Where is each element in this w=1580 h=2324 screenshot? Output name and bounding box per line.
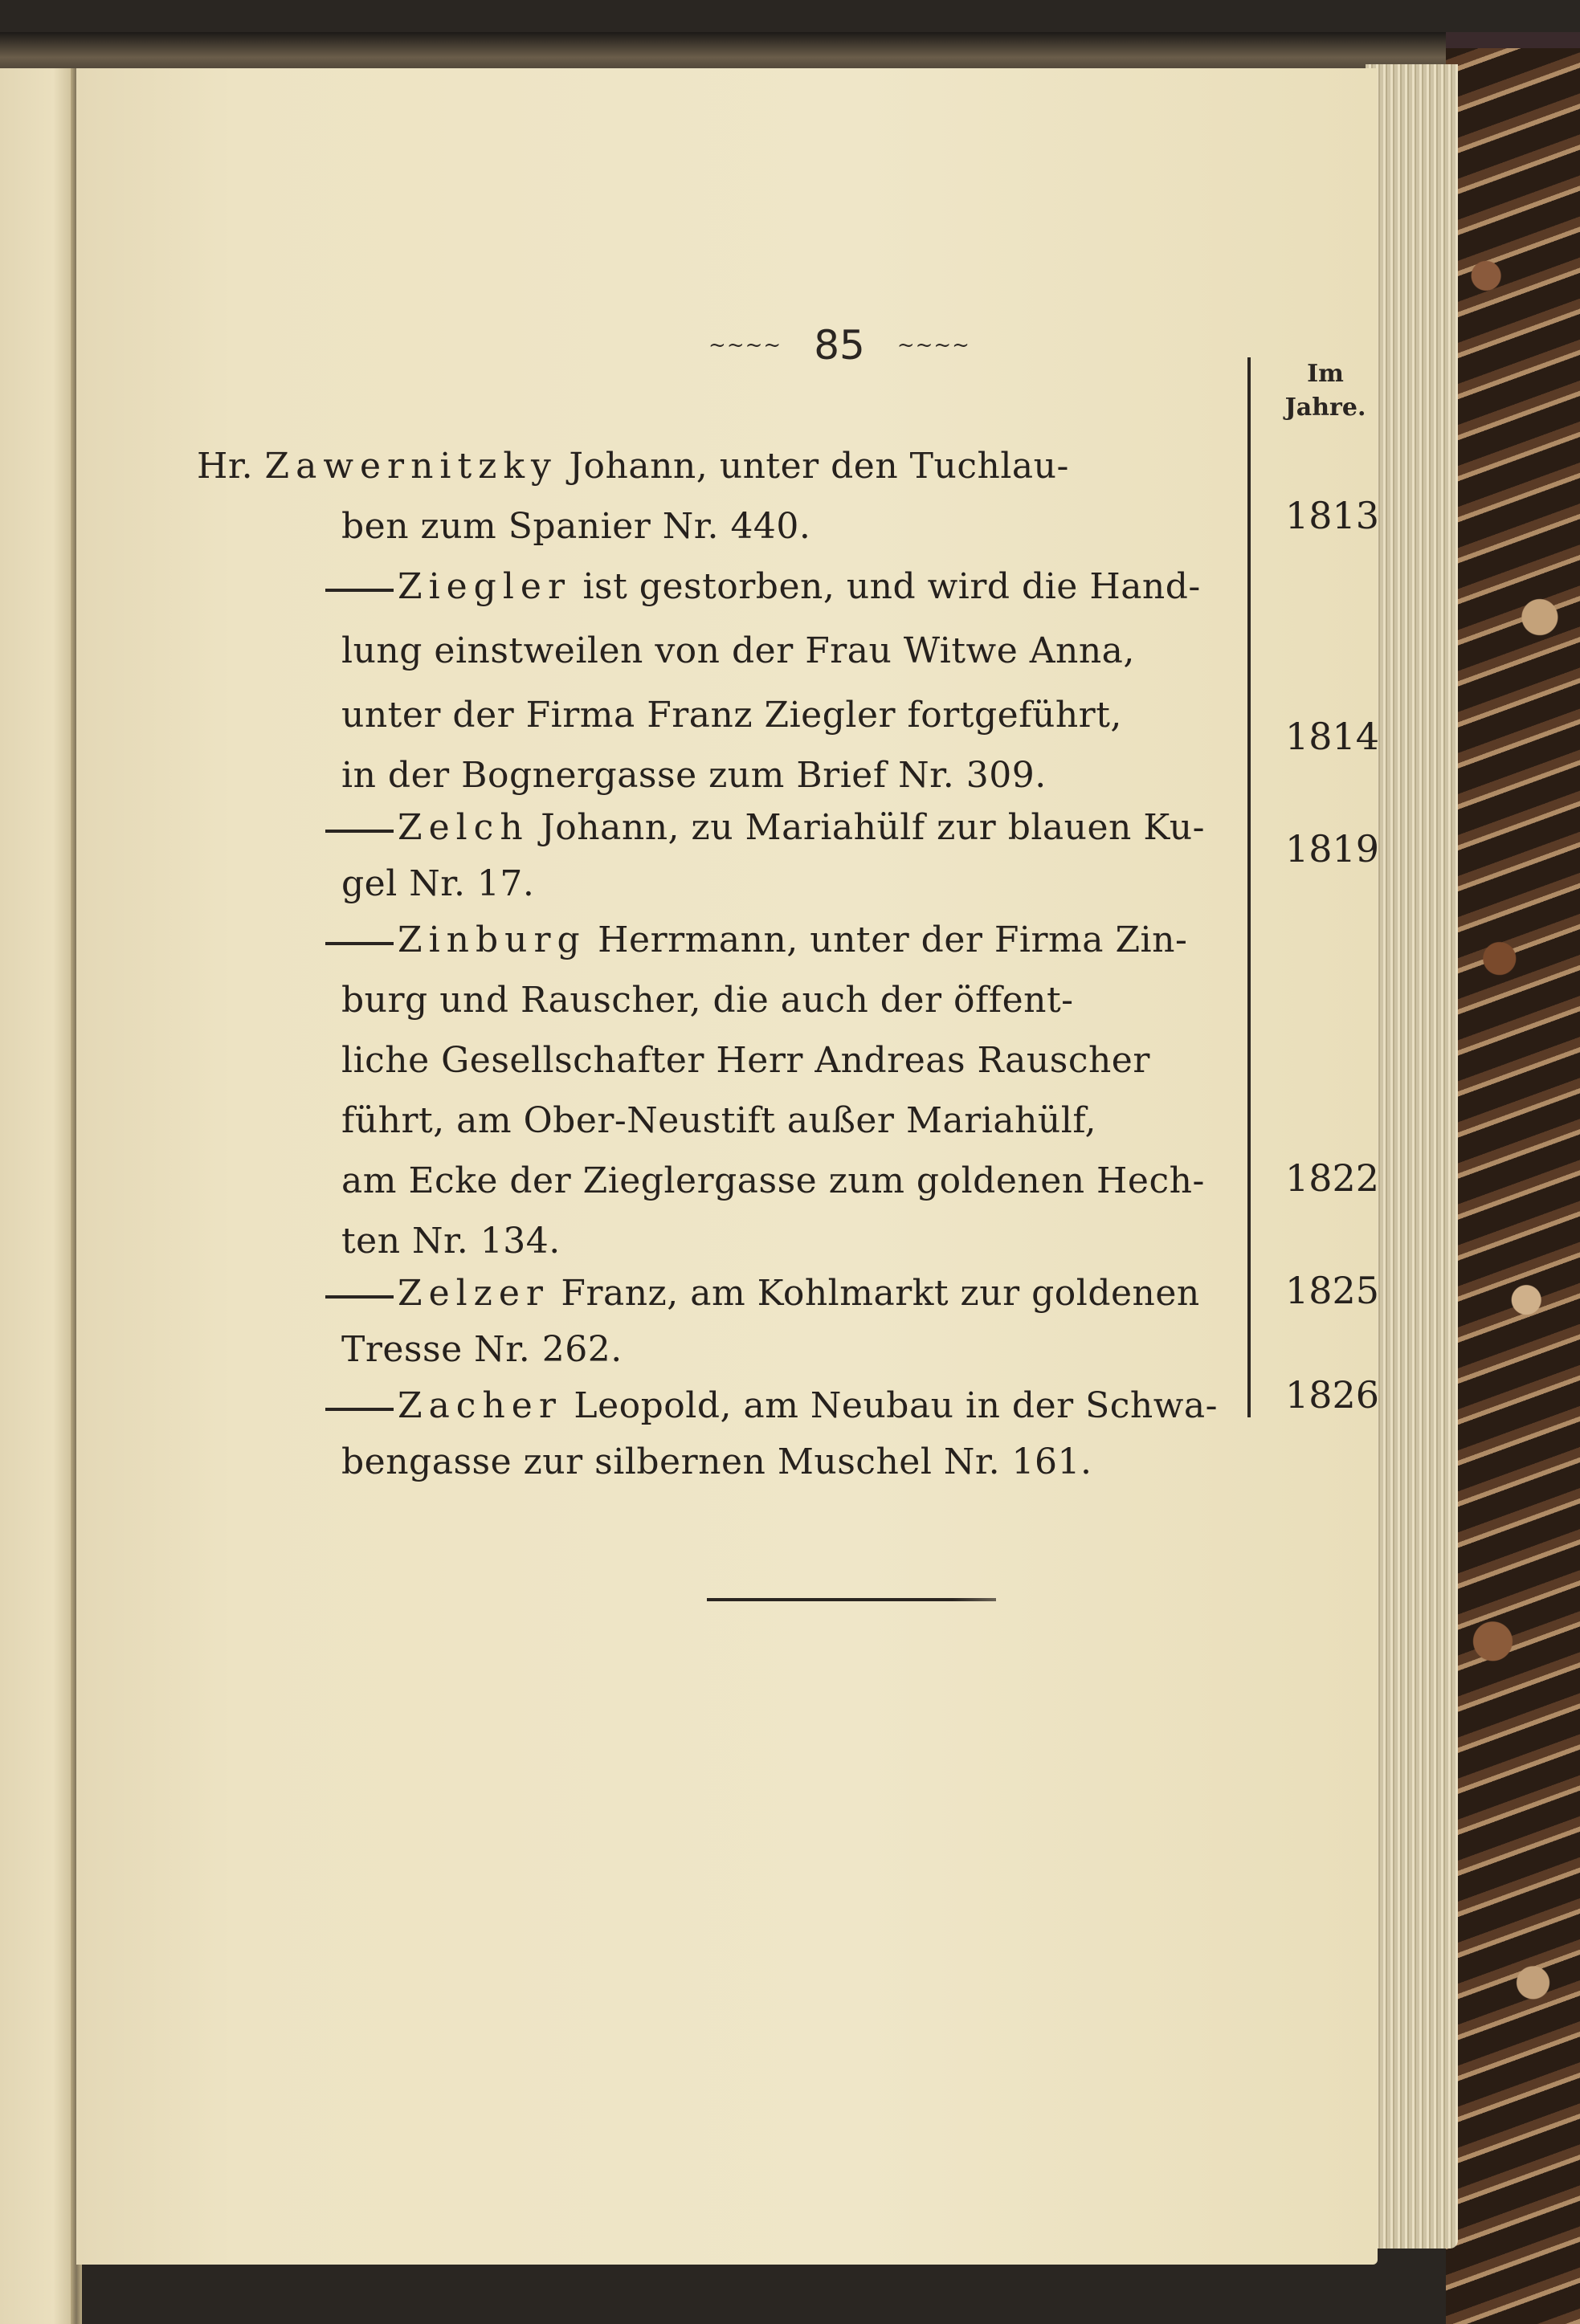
entry-name: Zawernitzky: [264, 446, 557, 487]
entry-line: ben zum Spanier Nr. 440.: [341, 506, 811, 547]
page-header: [703, 317, 976, 373]
entry-prefix: Hr.: [197, 446, 265, 487]
ditto-dash: [325, 1295, 394, 1299]
ditto-dash: [325, 589, 394, 592]
entry-year: 1813: [1285, 494, 1380, 537]
entry-line: führt, am Ober-Neustift außer Mariahülf,: [341, 1100, 1097, 1141]
ditto-dash: [325, 1408, 394, 1411]
end-rule: [707, 1598, 996, 1601]
marbled-cover: [1446, 48, 1580, 2324]
ornament-left: ~~~~: [708, 333, 782, 357]
entry-year: 1822: [1285, 1156, 1380, 1200]
entry-line: gel Nr. 17.: [341, 863, 535, 904]
entry-first-line: [398, 807, 1205, 848]
entry-text: Johann, zu Mariahülf zur blauen Ku-: [529, 807, 1205, 848]
column-divider: [1247, 357, 1251, 1417]
column-heading-line2: Jahre.: [1284, 393, 1366, 422]
entry-name: Zelch: [398, 807, 529, 848]
entry-first-line: [398, 1385, 1218, 1426]
entry-line: Tresse Nr. 262.: [341, 1329, 623, 1370]
entry-text: ist gestorben, und wird die Hand-: [571, 566, 1201, 607]
entry-line: lung einstweilen von der Frau Witwe Anna,: [341, 630, 1135, 671]
entry-year: 1826: [1285, 1373, 1380, 1417]
ornament-right: ~~~~: [896, 333, 970, 357]
ditto-dash: [325, 942, 394, 945]
entry-first-line: [398, 919, 1187, 960]
book-page: [76, 68, 1378, 2265]
entry-name: Zinburg: [398, 919, 586, 960]
entry-line: unter der Firma Franz Ziegler fortgeführt,: [341, 695, 1122, 736]
entry-line: bengasse zur silbernen Muschel Nr. 161.: [341, 1441, 1092, 1482]
entry-text: Leopold, am Neubau in der Schwa-: [561, 1385, 1219, 1426]
entry-name: Zelzer: [398, 1273, 549, 1314]
entry-line: in der Bognergasse zum Brief Nr. 309.: [341, 755, 1047, 796]
entry-name: Ziegler: [398, 566, 571, 607]
entry-year: 1825: [1285, 1269, 1380, 1312]
entry-text: Johann, unter den Tuchlau-: [557, 446, 1069, 487]
entry-first-line: [197, 446, 1069, 487]
entry-name: Zacher: [398, 1385, 562, 1426]
ditto-dash: [325, 830, 394, 833]
page-number: 85: [814, 322, 865, 369]
entry-line: liche Gesellschafter Herr Andreas Rauscher: [341, 1040, 1150, 1081]
entry-year: 1814: [1285, 715, 1380, 758]
entry-first-line: [398, 566, 1201, 607]
column-heading-line1: Im: [1307, 360, 1344, 388]
entry-line: burg und Rauscher, die auch der öffent-: [341, 980, 1074, 1021]
entry-text: Herrmann, unter der Firma Zin-: [586, 919, 1188, 960]
entry-line: am Ecke der Zieglergasse zum goldenen Hech-: [341, 1160, 1205, 1201]
entry-line: ten Nr. 134.: [341, 1221, 561, 1262]
entry-text: Franz, am Kohlmarkt zur goldenen: [549, 1273, 1200, 1314]
entry-year: 1819: [1285, 827, 1380, 870]
left-page-edge: [0, 68, 76, 2324]
year-column-heading: [1261, 357, 1390, 425]
entry-first-line: [398, 1273, 1200, 1314]
